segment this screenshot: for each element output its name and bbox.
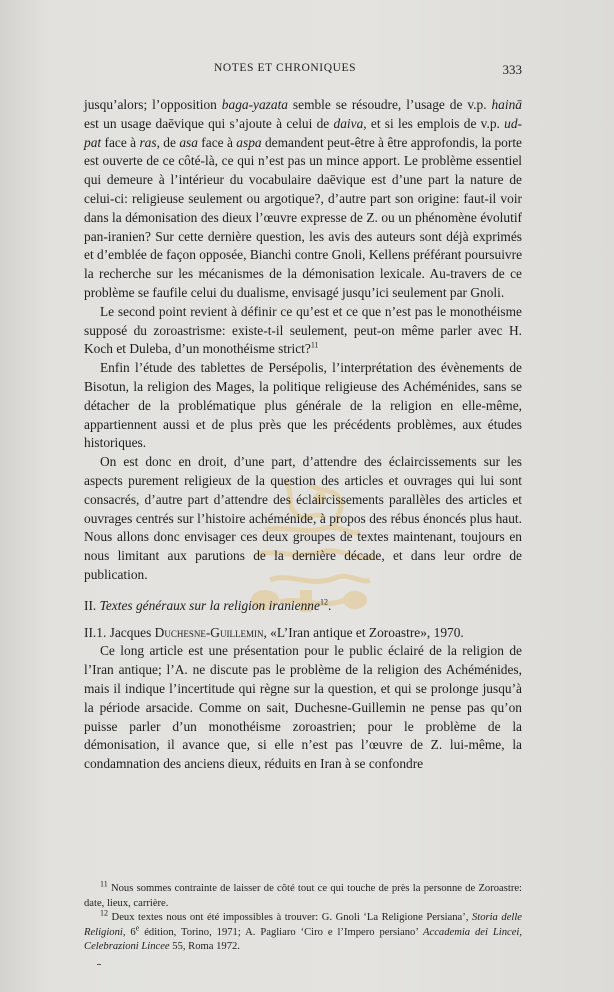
text-run: , de xyxy=(156,134,180,150)
text-run: asa xyxy=(179,134,198,150)
text-run: Storia delle Religioni xyxy=(84,912,522,938)
footnote xyxy=(84,908,523,955)
paragraph xyxy=(84,96,522,303)
text-run: baga-yazata xyxy=(221,97,288,112)
text-run: est un usage daēvique qui s’ajoute à celui de xyxy=(84,115,334,131)
subsection-heading xyxy=(84,624,522,643)
text-run: Enfin l’étude des tablettes de Persépolis, l’interprétation des évènements de Bisotun, la religion des Mages, la politique religieuse des Achéménides, sans se détacher de la problématique plus générale de la religion en elle-même, appartiennent aussi et de plus près que les précédents problèmes, aux études historiques. xyxy=(84,360,522,451)
note-reference: 12 xyxy=(100,908,108,918)
note-reference: e xyxy=(135,923,140,933)
running-title: NOTES ET CHRONIQUES xyxy=(214,62,357,74)
text-run: , et si les emplois de v.p. xyxy=(363,115,505,131)
text-run: Deux textes nous ont été impossibles à trouver: G. Gnoli ‘La Religione Persiana’, xyxy=(108,912,472,924)
running-header xyxy=(84,62,522,82)
text-run: aspa xyxy=(236,134,262,150)
footnote xyxy=(84,879,522,911)
text-run: II. xyxy=(84,597,100,613)
note-reference: 11 xyxy=(310,340,319,350)
text-run: Textes généraux sur la religion iranienne xyxy=(99,597,320,613)
text-run: ras xyxy=(139,134,157,150)
note-reference: 11 xyxy=(100,879,108,889)
text-run: On est donc en droit, d’une part, d’attendre des éclaircissements sur les aspects purement religieux de la question des articles et ouvrages qui lui sont consacrés, d’autre part d’attendre des éclaircissements parallèles des articles et ouvrages centrés sur l’histoire achéménide, à propos des rébus énoncés plus haut. Nous allons donc envisager ces deux groupes de textes maintenant, toujours en nous limitant aux parutions de la dernière décade, et dans leur ordre de publication. xyxy=(84,454,522,582)
text-run: Duchesne-Guillemin xyxy=(154,624,264,640)
paragraph xyxy=(84,453,522,585)
page-number: 333 xyxy=(502,62,522,77)
text-run: , «L’Iran antique et Zoroastre», 1970. xyxy=(263,624,464,640)
text-run: jusqu’alors; l’opposition xyxy=(84,97,222,112)
text-run: hainā xyxy=(491,97,522,112)
text-run: . xyxy=(327,597,332,613)
text-run: II.1. Jacques xyxy=(84,624,155,640)
text-run: édition, Torino, 1971; A. Pagliaro ‘Ciro e l’Impero persiano’ xyxy=(139,926,424,938)
text-run: Ce long article est une présentation pour le public éclairé de la religion de l’Iran antique; l’A. ne discute pas le problème de la religion des Achéménides, mais il indique l’incertitude qui règne sur la question, et qui se prolonge jusqu’à la période arsacide. Comme on sait, Duchesne-Guillemin ne pense pas qu’on puisse parler d’un monothéisme zoroastrien; pour le problème de la démonisation, il avance que, si elle n’est pas l’œuvre de Z. lui-même, la condamnation des anciens dieux, réduits en Iran à se confondre xyxy=(84,643,522,772)
main-text xyxy=(84,96,522,774)
text-run: daiva xyxy=(333,115,364,131)
text-run: Nous sommes contrainte de laisser de côté tout ce qui touche de près la personne de Zoroastre: date, lieux, carrière. xyxy=(84,883,522,909)
text-run: face à xyxy=(197,134,237,150)
note-reference: 12 xyxy=(319,597,328,607)
text-run: Le second point revient à définir ce qu’est et ce que n’est pas le monothéisme supposé du zoroastrisme: existe-t-il seulement, peut-on même parler avec H. Koch et Duleba, d’un monothéisme strict? xyxy=(84,303,522,357)
footnotes xyxy=(84,879,523,955)
text-run: face à xyxy=(101,134,140,150)
text-run: 55, Roma 1972. xyxy=(169,941,240,953)
text-run: semble se résoudre, l’usage de v.p. xyxy=(288,97,492,112)
text-run: , 6 xyxy=(122,926,136,938)
paragraph xyxy=(84,642,522,774)
text-run: demandent peut-être à être approfondis, la porte est ouverte de ce côté-là, ce qui n’est pas un mince apport. Le problème essentiel qui demeure à l’intérieur du vocabulaire daēvique est d’une part la nature de celui-ci: religieuse seulement ou argotique?, d’autre part son origine: faut-il voir dans la démonisation des dieux l’œuvre expresse de Z. ou un phénomène évolutif pan-iranien? Sur cette dernière question, les avis des auteurs sont déjà exprimés et d’emblée de façon opposée, Bianchi contre Gnoli, Kellens préférant poursuivre la recherche sur les mécanismes de la démonisation lexicale. Au-travers de ce problème se faufile celui du dualisme, envisagé jusqu’ici seulement par Gnoli. xyxy=(84,134,523,300)
text-run: Accademia dei Lincei, Celebrazioni Lincee xyxy=(84,926,523,953)
paragraph xyxy=(84,359,522,453)
page-blemish xyxy=(97,964,101,965)
text-run: ud-pat xyxy=(84,115,522,150)
paragraph xyxy=(84,303,522,359)
section-heading xyxy=(84,597,522,616)
